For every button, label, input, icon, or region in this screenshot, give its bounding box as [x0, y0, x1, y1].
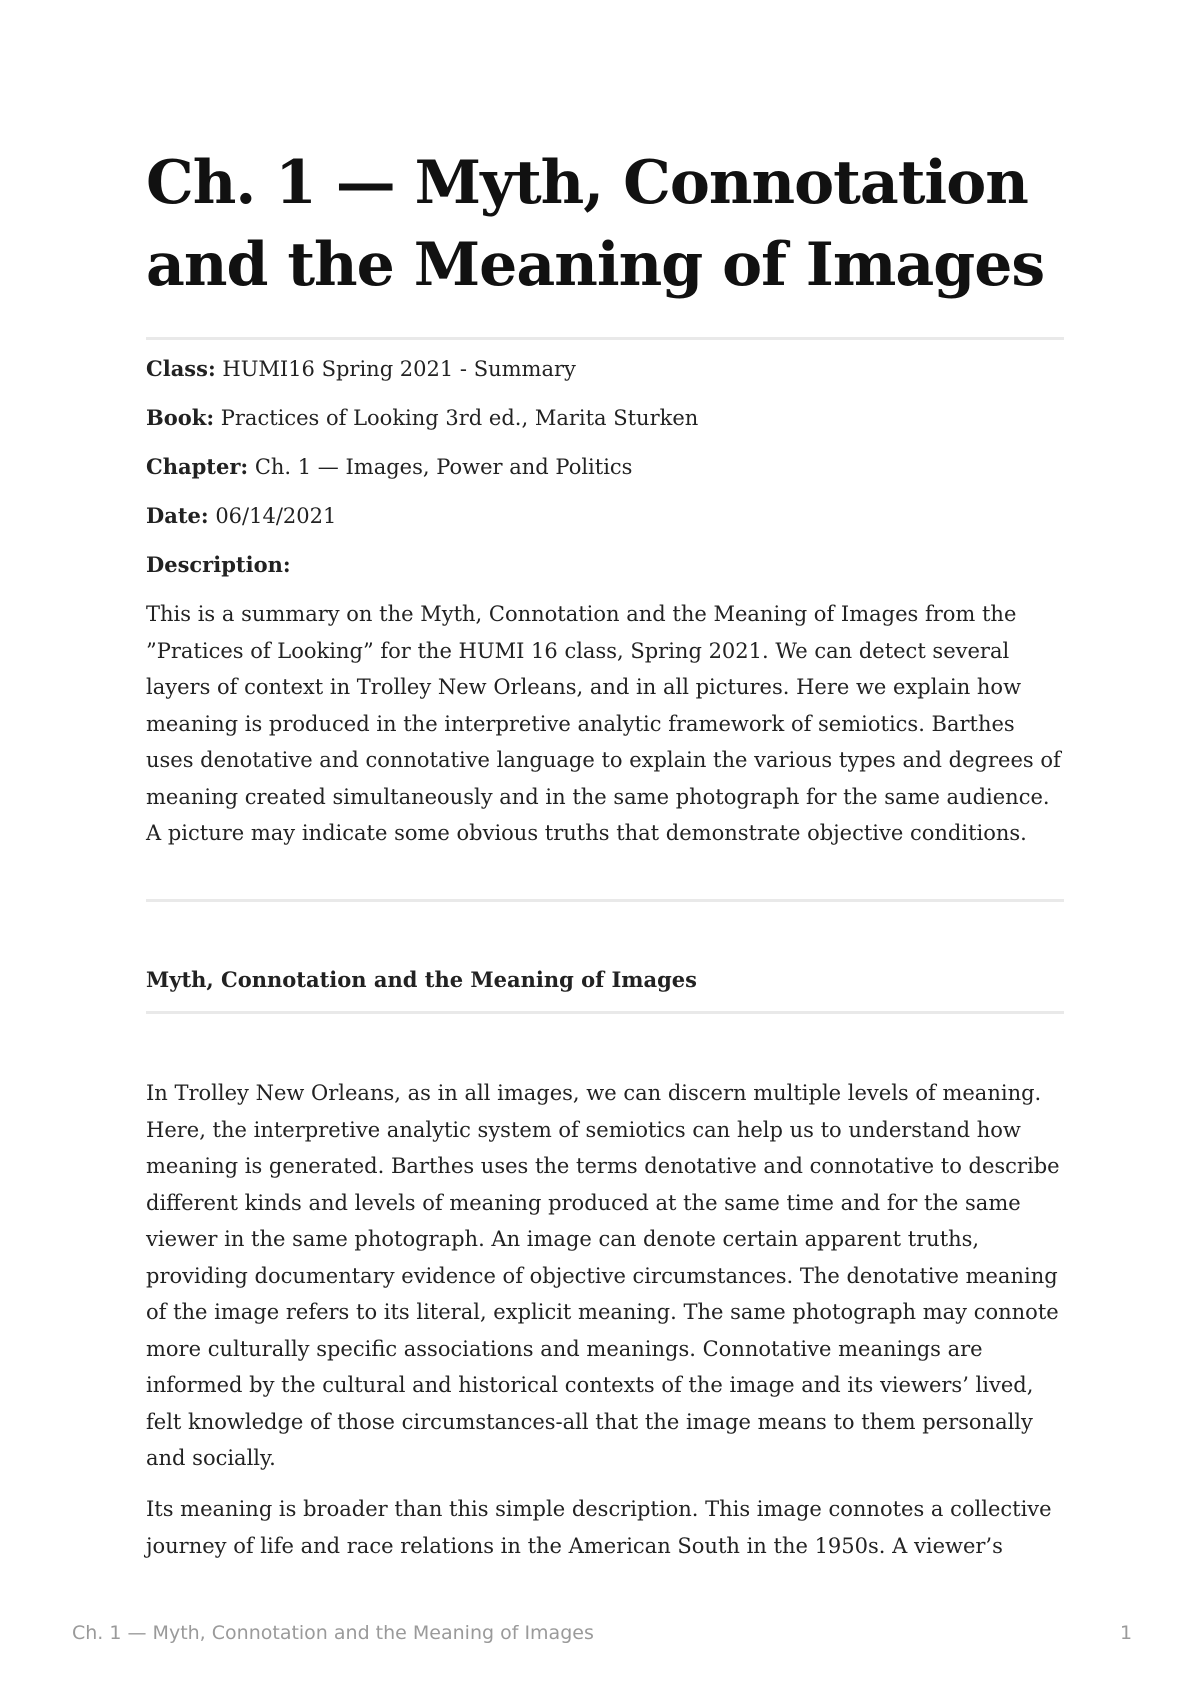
meta-description-label: Description:: [146, 552, 291, 577]
meta-chapter-value: Ch. 1 — Images, Power and Politics: [248, 455, 633, 479]
meta-date-value: 06/14/2021: [208, 504, 337, 528]
meta-class-label: Class:: [146, 356, 216, 381]
meta-book-label: Book:: [146, 405, 215, 430]
footer-running-title: Ch. 1 — Myth, Connotation and the Meaning of Images: [72, 1622, 594, 1644]
description-text: This is a summary on the Myth, Connotation and the Meaning of Images from the ”Pratices of Looking” for the HUMI 16 class, Spring 2021. We can detect several layers of context in Trolley New Orleans, and in all pictures. Here we explain how meaning is produced in the interpretive analytic framework of semiotics. Barthes uses denotative and connotative language to explain the various types and degrees of meaning created simultaneously and in the same photograph for the same audience. A picture may indicate some obvious truths that demonstrate objective conditions.: [146, 602, 1061, 845]
meta-date-label: Date:: [146, 503, 209, 528]
meta-chapter-label: Chapter:: [146, 454, 249, 479]
section-heading: Myth, Connotation and the Meaning of Images: [146, 967, 697, 992]
meta-chapter: [146, 452, 632, 482]
meta-class: [146, 354, 576, 384]
footer-page-number: 1: [1120, 1622, 1133, 1644]
meta-description: [146, 550, 291, 580]
meta-class-value: HUMI16 Spring 2021 - Summary: [215, 357, 576, 381]
meta-book: [146, 403, 698, 433]
document-title: Ch. 1 — Myth, Connotation and the Meaning of Images: [146, 148, 1045, 300]
title-divider: [146, 337, 1064, 340]
meta-date: [146, 501, 336, 531]
section-divider: [146, 1011, 1064, 1014]
meta-book-value: Practices of Looking 3rd ed., Marita Sturken: [214, 406, 699, 430]
description-divider: [146, 899, 1064, 902]
body-paragraph-2: Its meaning is broader than this simple description. This image connotes a collective journey of life and race relations in the American South in the 1950s. A viewer’s: [146, 1497, 1052, 1558]
body-paragraph-1: In Trolley New Orleans, as in all images, we can discern multiple levels of meaning. Here, the interpretive analytic system of semiotics can help us to understand how meaning is generated. Barthes uses the terms denotative and connotative to describe different kinds and levels of meaning produced at the same time and for the same viewer in the same photograph. An image can denote certain apparent truths, providing documentary evidence of objective circumstances. The denotative meaning of the image refers to its literal, explicit meaning. The same photograph may connote more culturally specific associations and meanings. Connotative meanings are informed by the cultural and historical contexts of the image and its viewers’ lived, felt knowledge of those circumstances-all that the image means to them personally and socially.: [146, 1081, 1060, 1470]
